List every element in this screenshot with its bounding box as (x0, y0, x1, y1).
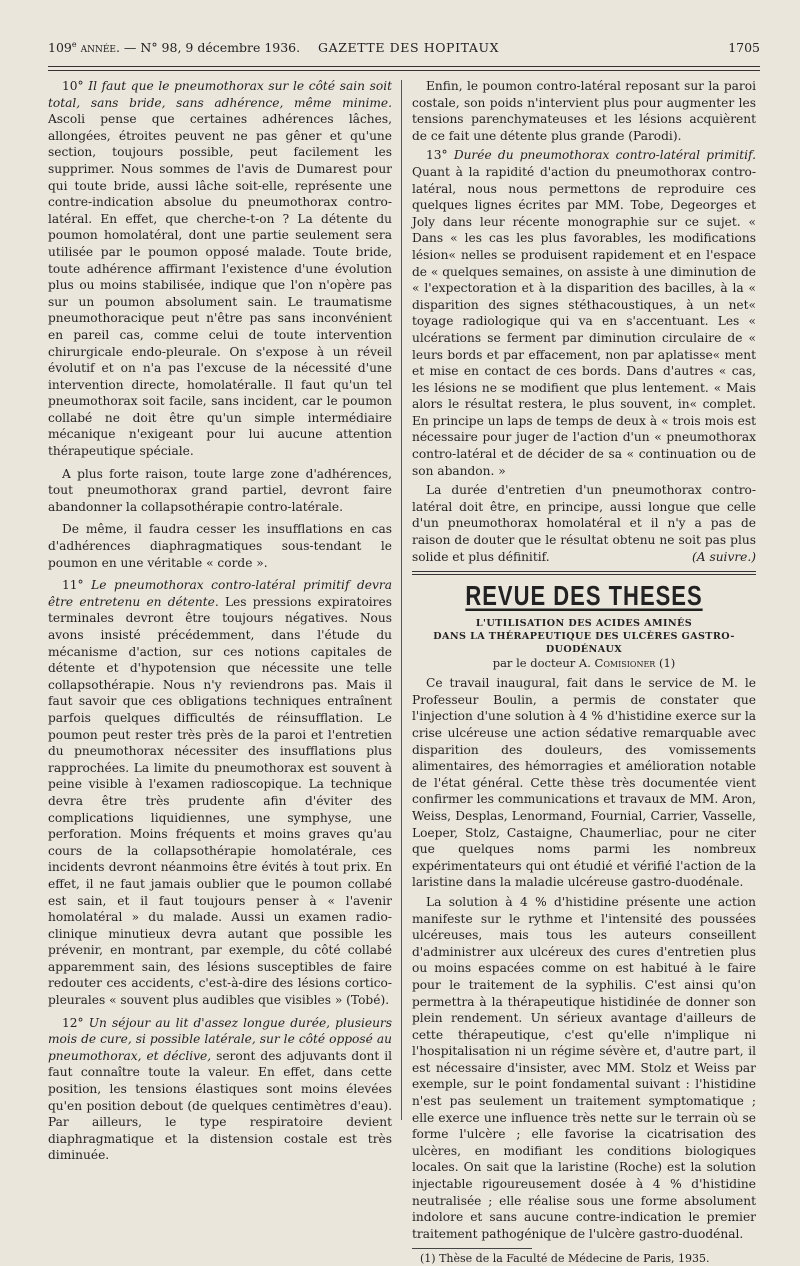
paragraph-duree (412, 482, 756, 565)
paragraph-body: seront des adjuvants dont il faut connaître toute la valeur. En effet, dans cette position, les tensions élastiques sont moins élevées qu'en position debout (de quelques centimètres d'eau). Par ailleurs, le type respiratoire devient diaphragmatique et la distension costale est très diminuée. (48, 1048, 393, 1163)
paragraph-body: Quant à la rapidité d'action du pneumothorax contro-latéral, nous nous permettons de reproduire ces quelques lignes écrites par MM. Tobe, Degeorges et Joly dans leur récente monographie sur ce sujet. « Dans « les cas les plus favorables, les modifications lésion« nelles se produisent rapidement et en l'espace de « quelques semaines, on assiste à une diminution de « l'expectoration et à la disparition des bacilles, à la « disparition des signes stéthacoustiques, à un net« toyage radiologique qui va en s'accentuant. Les « ulcérations se ferment par diminution circulaire de « leurs bords et par effacement, non par aplatisse« ment et mise en contact de ces bords. Dans d'autres « cas, les lésions ne se modifient que plus lentement. « Mais alors le résultat restera, le plus souvent, in« complet. En principe un laps de temps de deux à « trois mois est nécessaire pour juger de l'action d'un « pneumothorax contro-latéral et de décider de sa « continuation ou de son abandon. » (412, 164, 756, 478)
column-divider (401, 80, 402, 1120)
section-rule-second (412, 574, 756, 575)
paragraph-heading: Durée du pneumothorax contro-latéral primitif. (453, 148, 756, 163)
right-column (412, 78, 756, 1266)
author-name: Comisioner (594, 656, 656, 671)
paragraph-enfin: Enfin, le poumon contro-latéral reposant sur la paroi costale, son poids n'intervient plus pour augmenter les tensions parenchymateuses et les lésions acquièrent de ce fait une détente plus grande (Parodi). (412, 79, 756, 143)
article-author (412, 656, 756, 671)
issue-info (48, 40, 300, 55)
paragraph-body: La durée d'entretien d'un pneumothorax contro-latéral doit être, en principe, aussi longue que celle d'un pneumothorax homolatéral et il n'y a pas de raison de douter que le résultat obtenu ne soit pas plus solide et plus définitif. (412, 483, 756, 564)
journal-title: GAZETTE DES HOPITAUX (318, 40, 500, 55)
paragraph-heading: Il faut que le pneumothorax sur le côté sain soit total, sans bride, sans adhérence, même minime. (48, 79, 392, 110)
header-rule-top (48, 66, 760, 67)
paragraph-13 (412, 147, 756, 479)
paragraph-travail: Ce travail inaugural, fait dans le service de M. le Professeur Boulin, a permis de constater que l'injection d'une solution à 4 % d'histidine exerce sur la crise ulcéreuse une action sédative remarquable avec disparition des douleurs, des vomissements alimentaires, des hémorragies et amélioration notable de l'état général. Cette thèse très documentée vient confirmer les communications et travaux de MM. Aron, Weiss, Desplas, Lenormand, Fournial, Carrier, Vasselle, Loeper, Stolz, Castaigne, Chaumerliac, pour ne citer que quelques noms parmi les nombreux expérimentateurs qui ont étudié et vérifié l'action de la laristine dans la maladie ulcéreuse gastro-duodénale. (412, 676, 756, 890)
paragraph-body: Ascoli pense que certaines adhérences lâches, allongées, étroites peuvent ne pas gêner et qu'une section, toujours possible, peut facilement les supprimer. Nous sommes de l'avis de Dumarest pour qui toute bride, aussi lâche soit-elle, représente une contre-indication absolue du pneumothorax contro-latéral. En effet, que cherche-t-on ? La détente du poumon homolatéral, dont une partie seulement sera utilisée par le poumon opposé malade. Toute bride, toute adhérence affirmant l'existence d'une évolution plus ou moins stabilisée, indique que l'on n'opère pas sur un poumon absolument sain. Le traumatisme pneumothoracique peut n'être pas sans inconvénient en pareil cas, comme celui de toute intervention chirurgicale endo-pleurale. On s'expose à un réveil évolutif et on n'a pas l'excuse de la nécessité d'une intervention directe, homolatéralle. Il faut qu'un tel pneumothorax soit facile, sans incident, car le poumon collabé ne doit être qu'un simple intermédiaire mécanique n'exigeant pour lui aucune attention thérapeutique spéciale. (48, 112, 392, 459)
paragraph-heading: Le pneumothorax contro-latéral primitif devra être entretenu en détente. (48, 578, 392, 609)
paragraph-number: 10° (62, 79, 89, 93)
page-header (48, 40, 760, 66)
issue-annee: année (80, 40, 116, 56)
footnote-rule (412, 1248, 532, 1249)
paragraph-12 (48, 1015, 392, 1164)
paragraph-11 (48, 577, 392, 1008)
to-be-continued: (A suivre.) (692, 549, 756, 564)
paragraph-number: 11° (62, 578, 92, 593)
paragraph-fortiori: A plus forte raison, toute large zone d'adhérences, tout pneumothorax grand partiel, devront faire abandonner la collapsothérapie contro-latérale. (48, 466, 392, 514)
issue-date: . — N° 98, 9 décembre 1936. (115, 40, 301, 56)
footnote-ref: (1) (655, 656, 676, 671)
paragraph-body: Les pressions expiratoires terminales devront être toujours négatives. Nous avons insisté précédemment, dans l'étude du mécanisme d'action, sur ces notions capitales de détente et d'hypotension que nécessite une telle collapsothérapie. Nous n'y reviendrons pas. Mais il faut savoir que ces obligations techniques entraînent parfois quelques difficultés de réinsufflation. Le poumon peut rester très près de la paroi et l'entretien du pneumothorax nécessiter des insufflations plus rapprochées. La limite du pneumothorax est souvent à peine visible à l'examen radioscopique. La technique devra être très prudente afin d'éviter des complications liquidiennes, une symphyse, une perforation. Moins fréquents et moins graves qu'au cours de la collapsothérapie homolatérale, ces incidents devront néanmoins être évités à tout prix. En effet, il ne faut jamais oublier que le poumon collabé est sain, et il faut toujours penser à « l'avenir homolatéral » du malade. Aussi un examen radio-clinique minutieux devra autant que possible les prévenir, en montrant, par exemple, du côté collabé apparemment sain, des lésions susceptibles de faire redouter ces accidents, c'est-à-dire des lésions cortico-pleurales « souvent plus audibles que visibles » (Tobé). (48, 594, 392, 1008)
paragraph-solution: La solution à 4 % d'histidine présente une action manifeste sur le rythme et l'intensité des poussées ulcéreuses, mais tous les auteurs conseillent d'administrer aux ulcéreux des cures d'entretien plus ou moins espacées comme on est habitué à le faire pour le traitement de la syphilis. C'est ainsi qu'on permettra à la thérapeutique histidinée de donner son plein rendement. Un sérieux avantage d'ailleurs de cette thérapeutique, c'est qu'elle n'implique ni l'hospitalisation ni un régime sévère et, d'autre part, il est nécessaire d'insister, avec MM. Stolz et Weiss par exemple, sur le point fondamental suivant : l'histidine n'est pas seulement un traitement symptomatique ; elle exerce une influence très nette sur le terrain où se forme l'ulcère ; elle favorise la cicatrisation des ulcères, en modifiant les conditions biologiques locales. On sait que la laristine (Roche) est la solution injectable rigoureusement dosée à 4 % d'histidine neutralisée ; elle réalise sous une forme absolument indolore et sans aucune contre-indication le premier traitement pathogénique de l'ulcère gastro-duodénal. (412, 894, 756, 1241)
issue-number: 109 (48, 40, 72, 56)
paragraph-de-meme: De même, il faudra cesser les insufflations en cas d'adhérences diaphragmatiques sous-tendant le poumon en une véritable « corde ». (48, 522, 392, 570)
section-title: REVUE DES THESES (465, 579, 703, 612)
section-rule-top (412, 571, 756, 572)
header-rule-bottom (48, 70, 760, 71)
author-prefix: par le docteur A. (492, 656, 595, 671)
footnote: (1) Thèse de la Faculté de Médecine de Paris, 1935. (420, 1252, 710, 1266)
paragraph-heading: Un séjour au lit d'assez longue durée, plusieurs mois de cure, si possible latérale, sur le côté opposé au pneumothorax, et déclive, (48, 1015, 393, 1063)
paragraph-10 (48, 78, 392, 460)
article-title-line-1: L'UTILISATION DES ACIDES AMINÉS (475, 618, 693, 630)
paragraph-number: 13° (426, 148, 454, 163)
paragraph-number: 12° (62, 1015, 89, 1030)
issue-sup: e (71, 40, 77, 49)
left-column (48, 78, 393, 1163)
page-number: 1705 (728, 40, 760, 55)
article-title-line-2: DANS LA THÉRAPEUTIQUE DES ULCÈRES GASTRO-DUODÉNAUX (433, 631, 735, 656)
